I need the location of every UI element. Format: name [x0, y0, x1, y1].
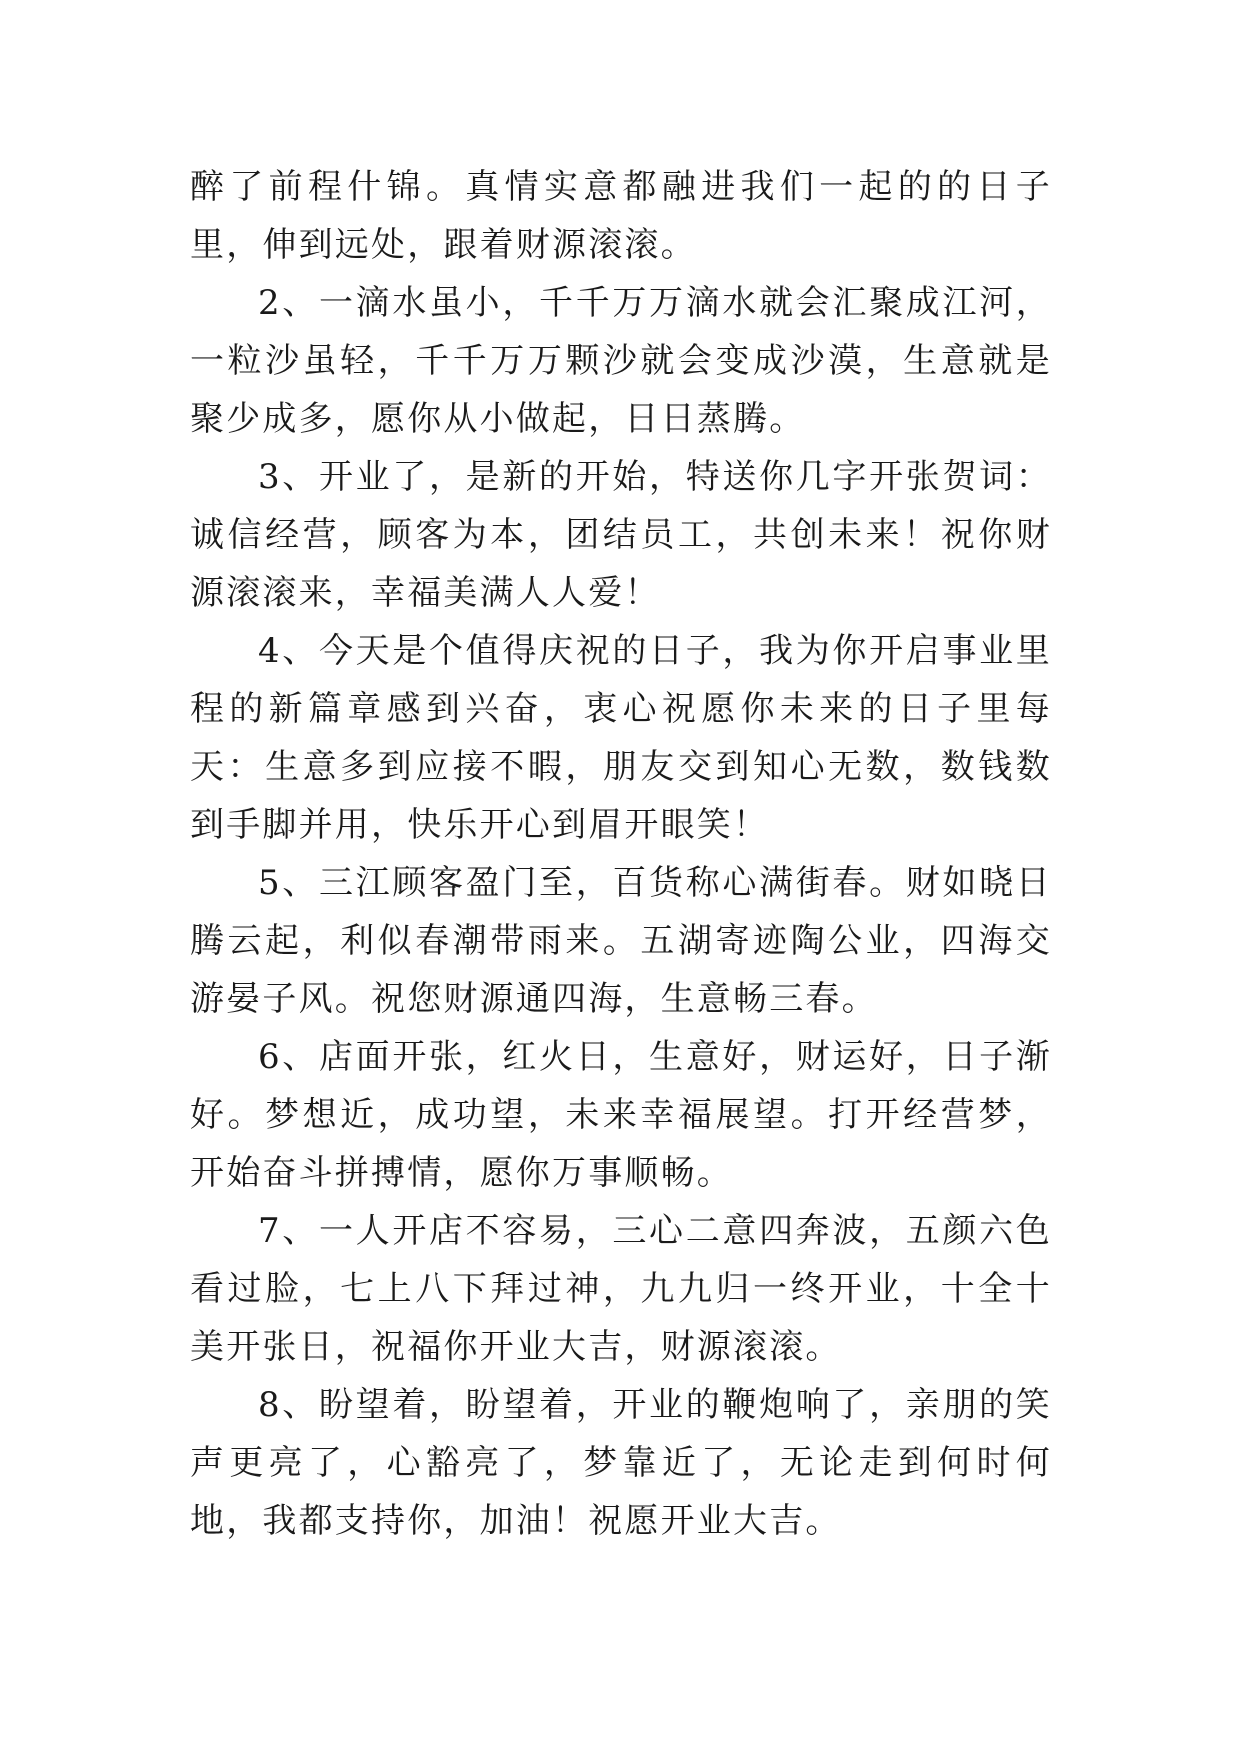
paragraph-item-2: 2、一滴水虽小，千千万万滴水就会汇聚成江河，一粒沙虽轻，千千万万颗沙就会变成沙漠，生意就是聚少成多，愿你从小做起，日日蒸腾。 [190, 283, 1052, 439]
paragraph-item-5: 5、三江顾客盈门至，百货称心满街春。财如晓日腾云起，利似春潮带雨来。五湖寄迹陶公业，四海交游晏子风。祝您财源通四海，生意畅三春。 [190, 863, 1052, 1019]
paragraph-item-6: 6、店面开张，红火日，生意好，财运好，日子渐好。梦想近，成功望，未来幸福展望。打开经营梦，开始奋斗拼搏情，愿你万事顺畅。 [190, 1037, 1052, 1193]
document-body [190, 158, 1052, 1550]
paragraph-item-7: 7、一人开店不容易，三心二意四奔波，五颜六色看过脸，七上八下拜过神，九九归一终开业，十全十美开张日，祝福你开业大吉，财源滚滚。 [190, 1211, 1052, 1367]
paragraph-item-8: 8、盼望着，盼望着，开业的鞭炮响了，亲朋的笑声更亮了，心豁亮了，梦靠近了，无论走到何时何地，我都支持你，加油！祝愿开业大吉。 [190, 1385, 1052, 1541]
paragraph-item-4: 4、今天是个值得庆祝的日子，我为你开启事业里程的新篇章感到兴奋，衷心祝愿你未来的日子里每天：生意多到应接不暇，朋友交到知心无数，数钱数到手脚并用，快乐开心到眉开眼笑！ [190, 631, 1052, 845]
paragraph-item-3: 3、开业了，是新的开始，特送你几字开张贺词：诚信经营，顾客为本，团结员工，共创未来！祝你财源滚滚来，幸福美满人人爱！ [190, 457, 1052, 613]
paragraph-continuation: 醉了前程什锦。真情实意都融进我们一起的的日子里，伸到远处，跟着财源滚滚。 [190, 167, 1052, 265]
